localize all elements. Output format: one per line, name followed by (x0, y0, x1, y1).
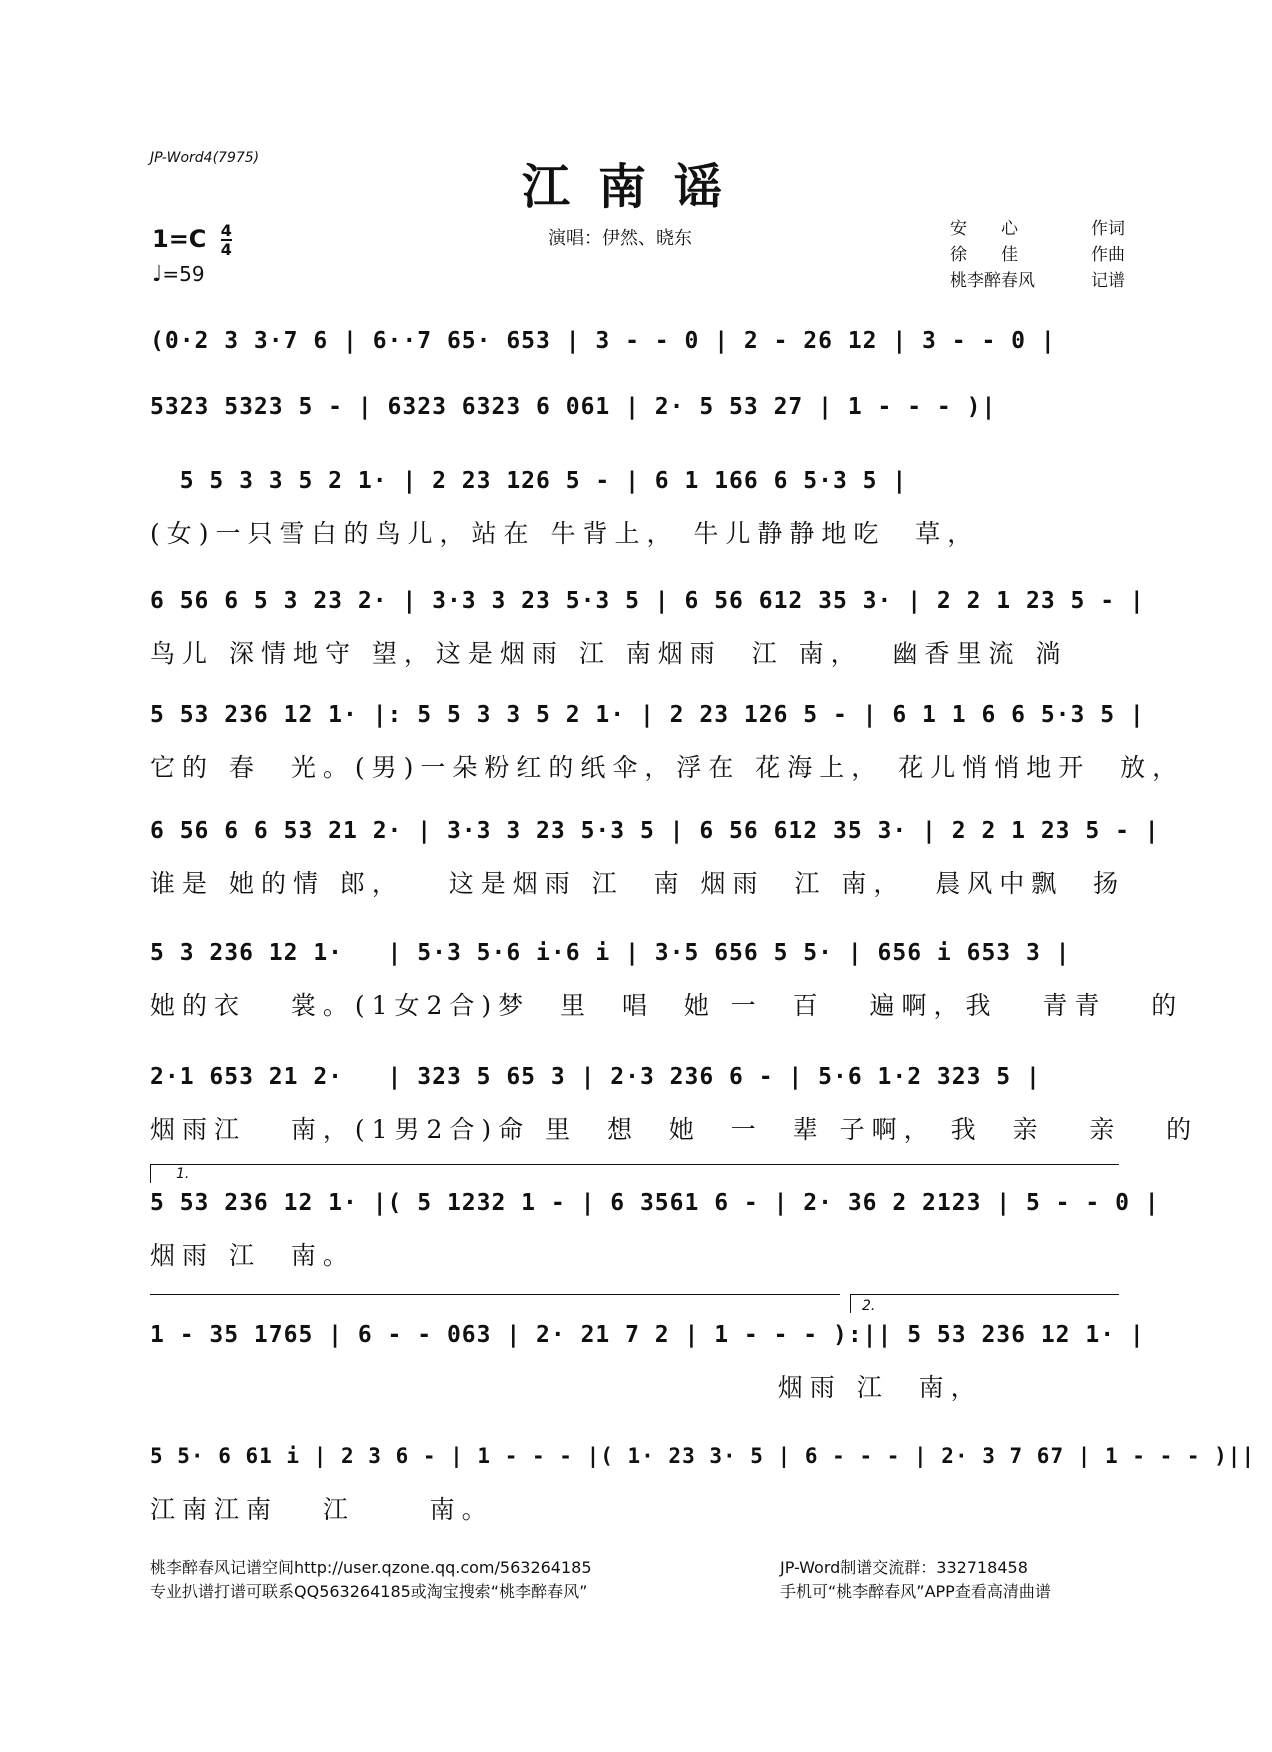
lyric-line: 它的 春 光。(男)一朵粉红的纸伞，浮在 花海上， 花儿悄悄地开 放， (150, 753, 1185, 782)
credits (950, 216, 1125, 294)
notation-line: 6 56 6 6 53 21 2· | 3·3 3 23 5·3 5 | 6 56 612 35 3· | 2 2 1 23 5 - | (150, 818, 1160, 844)
notation-line: 5323 5323 5 - | 6323 6323 6 061 | 2· 5 53 27 | 1 - - - )| (150, 394, 997, 420)
lyric-line: 她的衣 裳。(1女2合)梦 里 唱 她 一 百 遍啊，我 青青 的 (150, 991, 1184, 1020)
credit-composer (950, 242, 1125, 268)
notation-line: 5 5· 6 61 i | 2 3 6 - | 1 - - - |( 1· 23 3· 5 | 6 - - - | 2· 3 7 67 | 1 - - - )|| (150, 1444, 1256, 1468)
first-ending-bracket (150, 1164, 1119, 1183)
credit-lyricist (950, 216, 1125, 242)
key-label: 1=C (152, 225, 207, 253)
footer-right (780, 1556, 1051, 1604)
credit-name: 徐 佳 (950, 245, 1018, 265)
tempo-marking (152, 262, 205, 287)
tempo-value: =59 (162, 262, 205, 286)
song-title: 江南谣 (521, 159, 750, 215)
software-label: JP-Word4(7975) (150, 150, 260, 166)
lyric-line: 烟雨 江 南， (150, 1373, 983, 1402)
notation-line: 5 53 236 12 1· |( 5 1232 1 - | 6 3561 6 - | 2· 36 2 2123 | 5 - - 0 | (150, 1190, 1160, 1216)
quarter-note-icon: ♩ (152, 262, 163, 287)
lyric-line: 烟雨江 南，(1男2合)命 里 想 她 一 辈 子啊， 我 亲 亲 的 (150, 1115, 1199, 1144)
footer-group: JP-Word制谱交流群：332718458 (780, 1558, 1028, 1577)
credit-role: 作曲 (1091, 245, 1125, 265)
lyric-line: 鸟儿 深情地守 望，这是烟雨 江 南烟雨 江 南， 幽香里流 淌 (150, 639, 1068, 668)
notation-line: 6 56 6 5 3 23 2· | 3·3 3 23 5·3 5 | 6 56 612 35 3· | 2 2 1 23 5 - | (150, 588, 1145, 614)
credit-name: 桃李醉春风 (950, 271, 1035, 291)
second-ending-bracket (850, 1294, 1119, 1313)
credit-transcriber (950, 268, 1125, 294)
notation-line: (0·2 3 3·7 6 | 6··7 65· 653 | 3 - - 0 | 2 - 26 12 | 3 - - 0 | (150, 328, 1056, 354)
repeat-divider-line (150, 1294, 840, 1295)
notation-line: 5 53 236 12 1· |: 5 5 3 3 5 2 1· | 2 23 126 5 - | 6 1 1 6 6 5·3 5 | (150, 702, 1145, 728)
time-signature (221, 222, 232, 258)
first-ending-label: 1. (176, 1166, 190, 1182)
notation-line: 1 - 35 1765 | 6 - - 063 | 2· 21 7 2 | 1 - - - ):|| 5 53 236 12 1· | (150, 1322, 1145, 1348)
second-ending-label: 2. (862, 1298, 876, 1314)
time-numerator: 4 (220, 221, 232, 240)
notation-line: 5 5 3 3 5 2 1· | 2 23 126 5 - | 6 1 166 6 5·3 5 | (150, 468, 908, 494)
lyric-line: (女)一只雪白的鸟儿，站在 牛背上， 牛儿静静地吃 草， (150, 519, 980, 548)
notation-line: 2·1 653 21 2· | 323 5 65 3 | 2·3 236 6 - | 5·6 1·2 323 5 | (150, 1064, 1041, 1090)
footer-left (150, 1556, 592, 1604)
lyric-line: 谁是 她的情 郎， 这是烟雨 江 南 烟雨 江 南， 晨风中飘 扬 (150, 869, 1126, 898)
footer-app: 手机可“桃李醉春风”APP查看高清曲谱 (780, 1582, 1051, 1601)
key-signature (152, 222, 232, 258)
footer-transcriber-space: 桃李醉春风记谱空间http://user.qzone.qq.com/563264185 (150, 1558, 592, 1577)
time-denominator: 4 (220, 240, 232, 259)
credit-role: 记谱 (1091, 271, 1125, 291)
lyric-line: 烟雨 江 南。 (150, 1241, 355, 1270)
notation-line: 5 3 236 12 1· | 5·3 5·6 i·6 i | 3·5 656 5 5· | 656 i 653 3 | (150, 940, 1071, 966)
lyric-line: 江南江南 江 南。 (150, 1495, 494, 1524)
footer-contact: 专业扒谱打谱可联系QQ563264185或淘宝搜索“桃李醉春风” (150, 1582, 588, 1601)
credit-role: 作词 (1091, 219, 1125, 239)
credit-name: 安 心 (950, 219, 1018, 239)
singer-credit: 演唱：伊然、晓东 (548, 228, 692, 249)
